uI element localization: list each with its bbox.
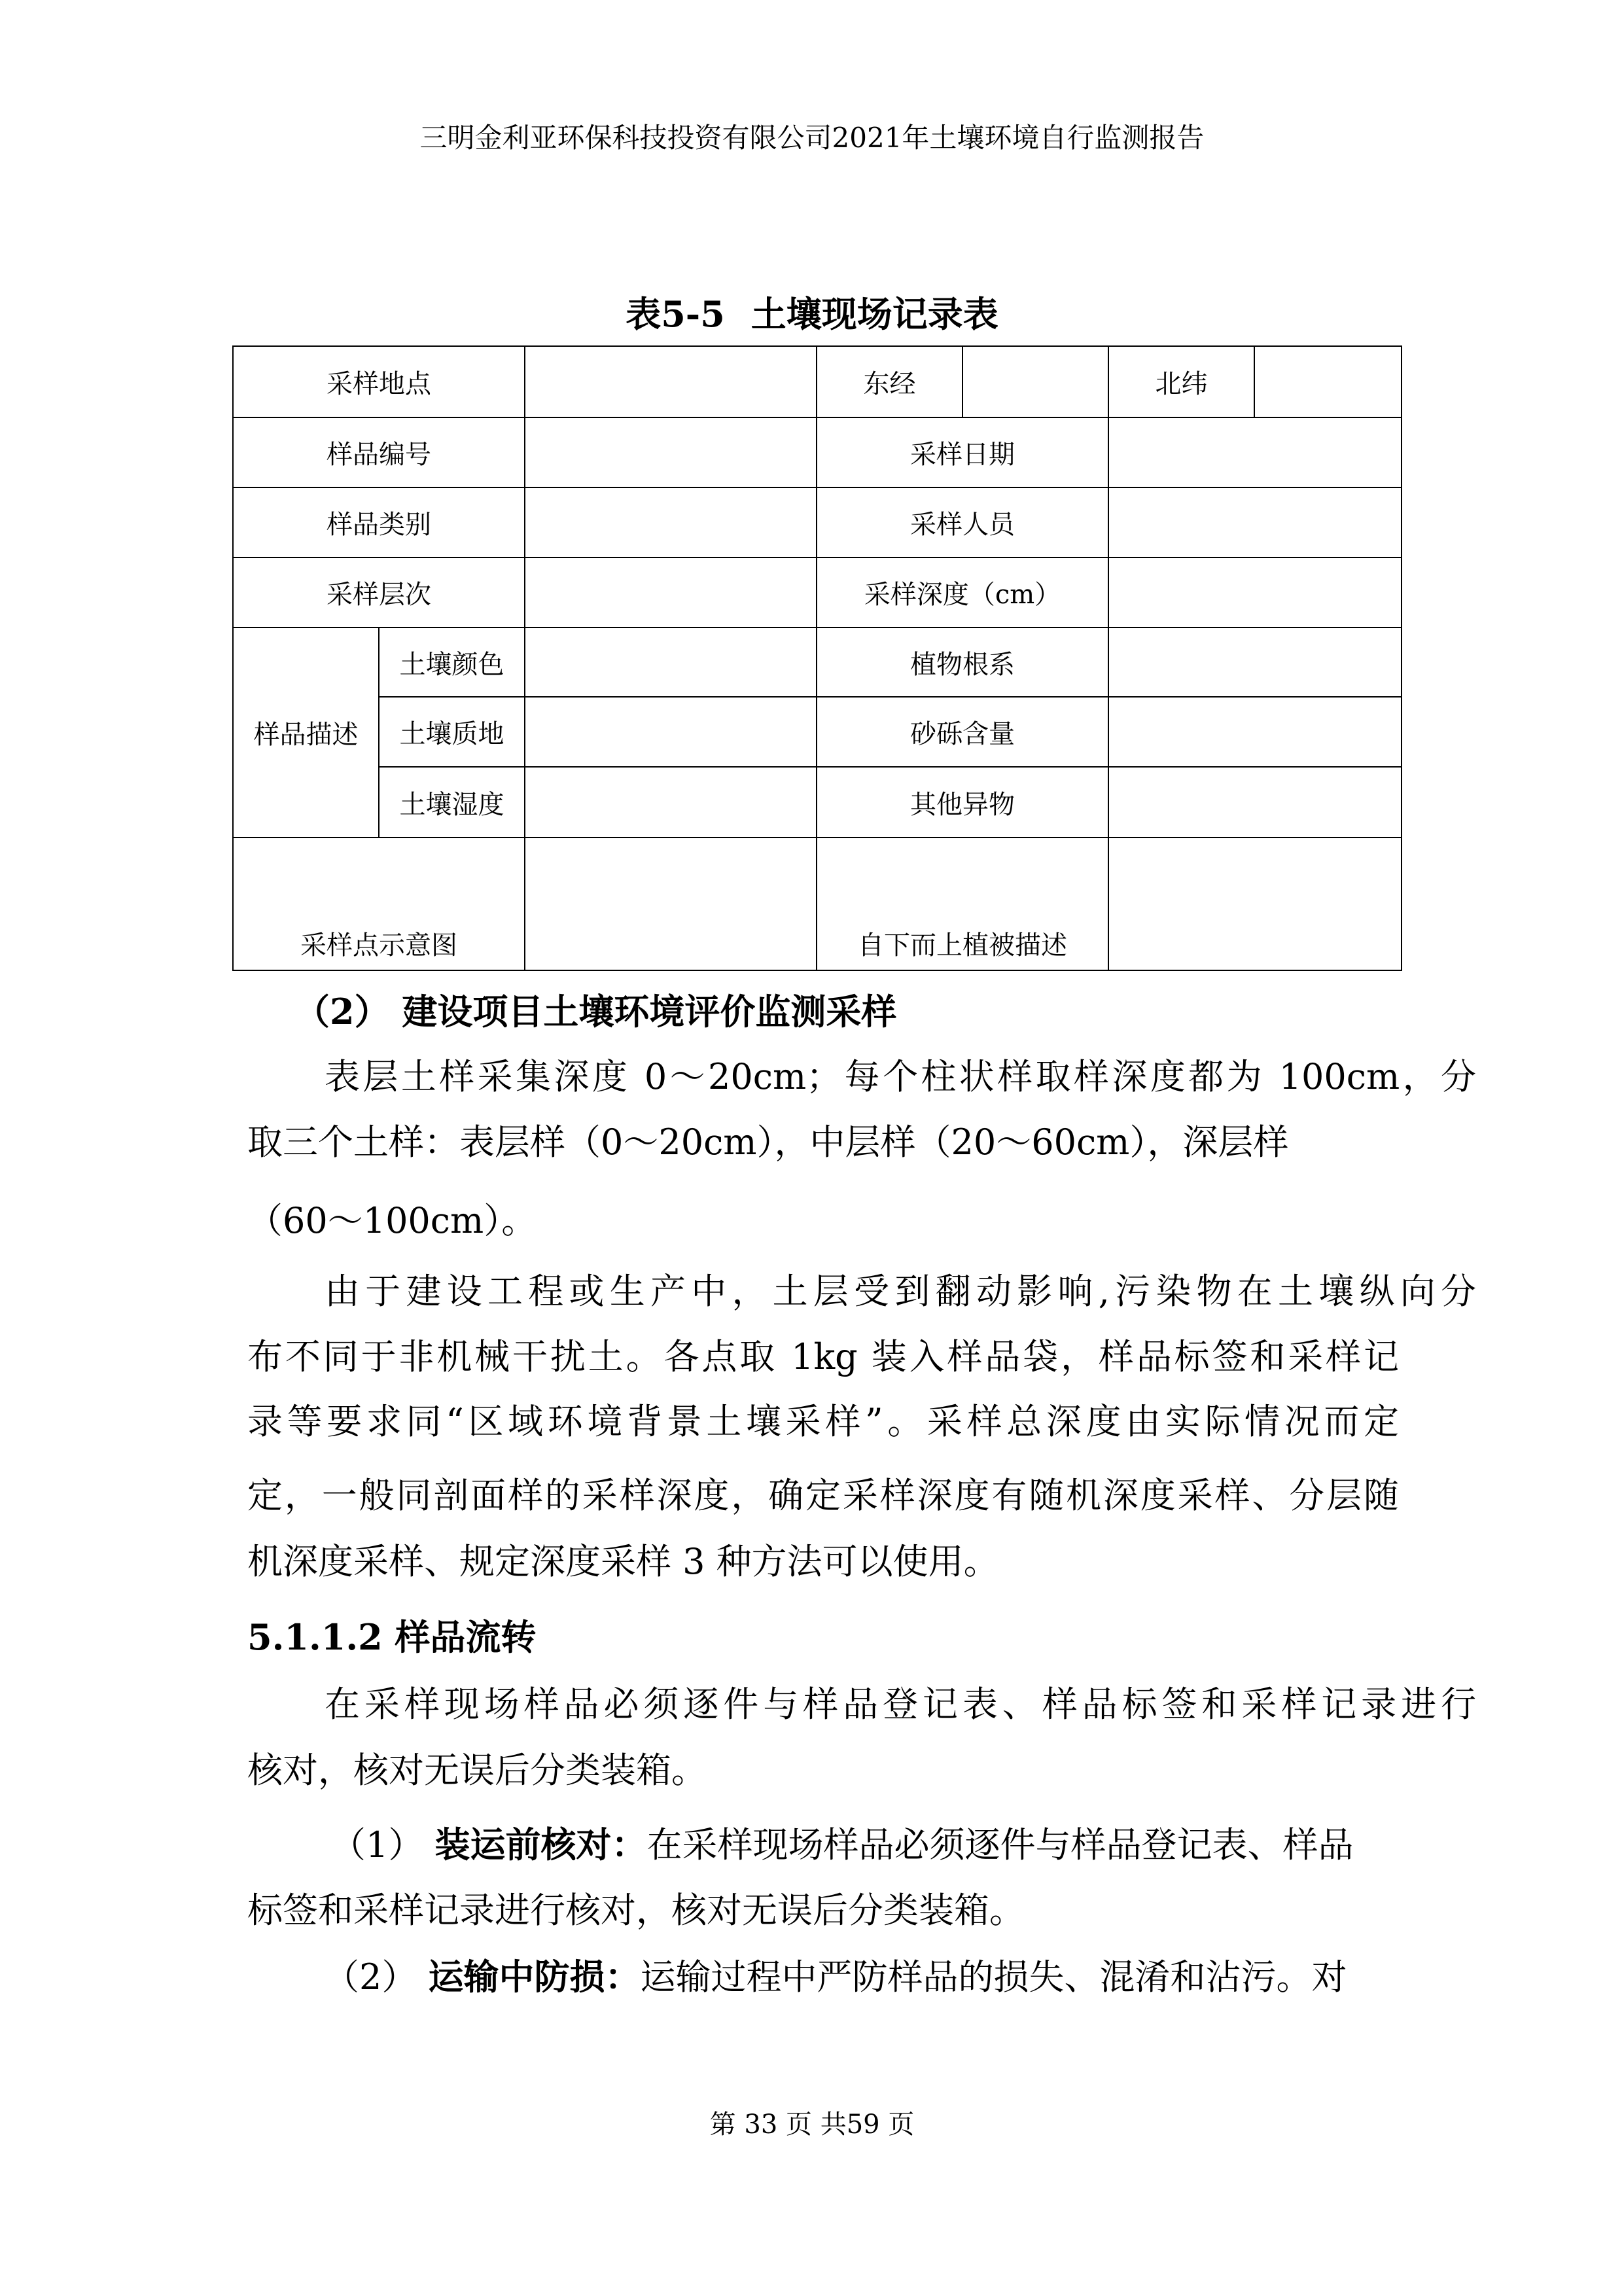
paragraph-line: 核对，核对无误后分类装箱。: [247, 1750, 707, 1791]
list-number: （2）: [324, 1956, 417, 1998]
paragraph-line: （60～100cm）。: [247, 1200, 537, 1241]
cell-sampling-depth-value: [1108, 557, 1402, 627]
cell-sample-type-value: [525, 487, 817, 557]
paragraph-line: 录等要求同“区域环境背景土壤采样”。采样总深度由实际情况而定: [247, 1401, 1399, 1442]
paragraph-line: 定，一般同剖面样的采样深度，确定采样深度有随机深度采样、分层随: [247, 1475, 1399, 1516]
cell-sample-type: 样品类别: [233, 487, 525, 557]
soil-field-record-table: [232, 345, 1402, 971]
cell-soil-moisture: 土壤湿度: [379, 767, 525, 838]
cell-sampler: 采样人员: [817, 487, 1108, 557]
cell-longitude: 东经: [817, 346, 962, 417]
cell-gravel-content-value: [1108, 697, 1402, 767]
page-header: 三明金利亚环保科技投资有限公司2021年土壤环境自行监测报告: [419, 122, 1205, 154]
cell-sampling-date-value: [1108, 417, 1402, 487]
cell-sampling-location-value: [525, 346, 817, 417]
list-number: （1）: [330, 1824, 424, 1865]
page-footer: 第 33 页 共59 页: [709, 2110, 915, 2140]
cell-site-sketch: 采样点示意图: [233, 838, 525, 970]
paragraph-line: 机深度采样、规定深度采样 3 种方法可以使用。: [247, 1541, 999, 1582]
cell-soil-texture: 土壤质地: [379, 697, 525, 767]
cell-soil-color: 土壤颜色: [379, 627, 525, 697]
cell-plant-roots-value: [1108, 627, 1402, 697]
cell-latitude: 北纬: [1108, 346, 1254, 417]
paragraph-line: 布不同于非机械干扰土。各点取 1kg 装入样品袋，样品标签和采样记: [247, 1336, 1399, 1377]
section-2-heading: （2） 建设项目土壤环境评价监测采样: [294, 991, 897, 1033]
cell-other-objects: 其他异物: [817, 767, 1108, 838]
list-label: 装运前核对：: [434, 1824, 647, 1865]
cell-soil-moisture-value: [525, 767, 817, 838]
cell-sample-id-value: [525, 417, 817, 487]
list-text: 在采样现场样品必须逐件与样品登记表、样品: [646, 1824, 1354, 1865]
paragraph-line: 表层土样采集深度 0～20cm；每个柱状样取样深度都为 100cm，分: [325, 1056, 1476, 1097]
cell-sampling-location: 采样地点: [233, 346, 525, 417]
cell-vegetation-description-value: [1108, 838, 1402, 970]
list-item-transport-protection: [324, 1956, 1399, 1998]
table-number: 表5-5: [626, 293, 725, 335]
list-text: 运输过程中严防样品的损失、混淆和沾污。对: [640, 1956, 1347, 1998]
cell-soil-texture-value: [525, 697, 817, 767]
cell-vegetation-description: 自下而上植被描述: [817, 838, 1108, 970]
cell-plant-roots: 植物根系: [817, 627, 1108, 697]
cell-gravel-content: 砂砾含量: [817, 697, 1108, 767]
list-item-pre-shipping-check: [330, 1824, 1399, 1865]
section-5-1-1-2-heading: 5.1.1.2 样品流转: [247, 1616, 537, 1658]
cell-other-objects-value: [1108, 767, 1402, 838]
paragraph-line: 取三个土样：表层样（0～20cm），中层样（20～60cm），深层样: [247, 1122, 1289, 1163]
cell-sampler-value: [1108, 487, 1402, 557]
cell-sample-id: 样品编号: [233, 417, 525, 487]
cell-sampling-date: 采样日期: [817, 417, 1108, 487]
cell-sampling-layer-value: [525, 557, 817, 627]
cell-sampling-layer: 采样层次: [233, 557, 525, 627]
list-label: 运输中防损：: [428, 1956, 641, 1998]
cell-latitude-value: [1254, 346, 1402, 417]
paragraph-line: 在采样现场样品必须逐件与样品登记表、样品标签和采样记录进行: [325, 1684, 1476, 1725]
cell-sampling-depth: 采样深度（cm）: [817, 557, 1108, 627]
table-title: [0, 287, 1624, 337]
cell-soil-color-value: [525, 627, 817, 697]
paragraph-line: 由于建设工程或生产中，土层受到翻动影响,污染物在土壤纵向分: [325, 1271, 1476, 1312]
table-name: 土壤现场记录表: [750, 293, 998, 335]
paragraph-line: 标签和采样记录进行核对，核对无误后分类装箱。: [247, 1890, 1025, 1931]
cell-site-sketch-value: [525, 838, 817, 970]
cell-longitude-value: [962, 346, 1108, 417]
cell-sample-description: 样品描述: [233, 627, 379, 838]
